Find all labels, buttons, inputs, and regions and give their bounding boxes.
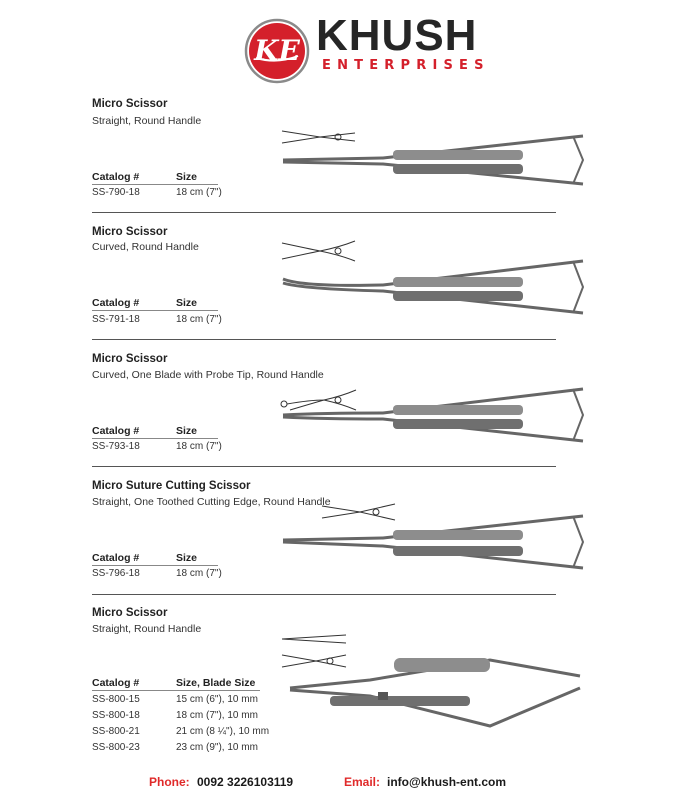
catalog-number: SS-800-23	[92, 742, 140, 753]
brand-tagline: ENTERPRISES	[322, 58, 490, 73]
khush-logo-emblem	[244, 18, 310, 84]
scissor-illustration	[283, 512, 593, 572]
email-label: Email:	[344, 775, 381, 789]
scissor-illustration	[283, 385, 593, 445]
scissor-illustration	[283, 132, 593, 187]
size-header: Size	[176, 425, 198, 437]
size-value: 18 cm (7")	[176, 441, 222, 452]
table-header-rule	[92, 690, 260, 691]
catalog-header: Catalog #	[92, 171, 140, 183]
catalog-header: Catalog #	[92, 425, 140, 437]
section-divider	[92, 466, 556, 467]
catalog-number: SS-793-18	[92, 441, 140, 452]
phone-number[interactable]: 0092 3226103119	[197, 775, 294, 789]
catalog-header: Catalog #	[92, 677, 140, 689]
size-header: Size, Blade Size	[176, 677, 256, 689]
product-title: Micro Scissor	[92, 607, 168, 619]
size-value: 21 cm (8 ¼"), 10 mm	[176, 726, 270, 737]
product-subtitle: Curved, One Blade with Probe Tip, Round Handle	[92, 369, 324, 381]
table-header-rule	[92, 565, 218, 566]
catalog-header: Catalog #	[92, 552, 140, 564]
size-header: Size	[176, 297, 198, 309]
section-divider	[92, 339, 556, 340]
product-title: Micro Scissor	[92, 98, 168, 110]
catalog-number: SS-791-18	[92, 314, 140, 325]
product-title: Micro Suture Cutting Scissor	[92, 480, 251, 492]
size-value: 18 cm (7")	[176, 187, 222, 198]
product-subtitle: Straight, Round Handle	[92, 115, 202, 127]
section-divider	[92, 594, 556, 595]
scissor-illustration	[290, 652, 590, 737]
brand-name: KHUSH	[316, 11, 478, 60]
size-value: 15 cm (6"), 10 mm	[176, 694, 258, 705]
product-title: Micro Scissor	[92, 353, 168, 365]
section-divider	[92, 212, 556, 213]
email-address[interactable]: info@khush-ent.com	[387, 775, 507, 789]
logo-monogram: KE	[254, 34, 300, 67]
size-value: 23 cm (9"), 10 mm	[176, 742, 258, 753]
size-value: 18 cm (7")	[176, 568, 222, 579]
product-subtitle: Curved, Round Handle	[92, 241, 199, 253]
catalog-number: SS-800-15	[92, 694, 140, 705]
catalog-number: SS-796-18	[92, 568, 140, 579]
size-header: Size	[176, 171, 198, 183]
catalog-number: SS-800-18	[92, 710, 140, 721]
table-header-rule	[92, 184, 218, 185]
table-header-rule	[92, 438, 218, 439]
size-header: Size	[176, 552, 198, 564]
scissor-illustration	[283, 257, 593, 317]
size-value: 18 cm (7"), 10 mm	[176, 710, 258, 721]
catalog-number: SS-800-21	[92, 726, 140, 737]
blade-detail-drawing	[280, 632, 350, 646]
table-header-rule	[92, 310, 218, 311]
size-value: 18 cm (7")	[176, 314, 222, 325]
catalog-number: SS-790-18	[92, 187, 140, 198]
product-subtitle: Straight, Round Handle	[92, 623, 202, 635]
phone-label: Phone:	[149, 775, 190, 789]
product-title: Micro Scissor	[92, 226, 168, 238]
catalog-header: Catalog #	[92, 297, 140, 309]
product-subtitle: Straight, One Toothed Cutting Edge, Round Handle	[92, 496, 331, 508]
